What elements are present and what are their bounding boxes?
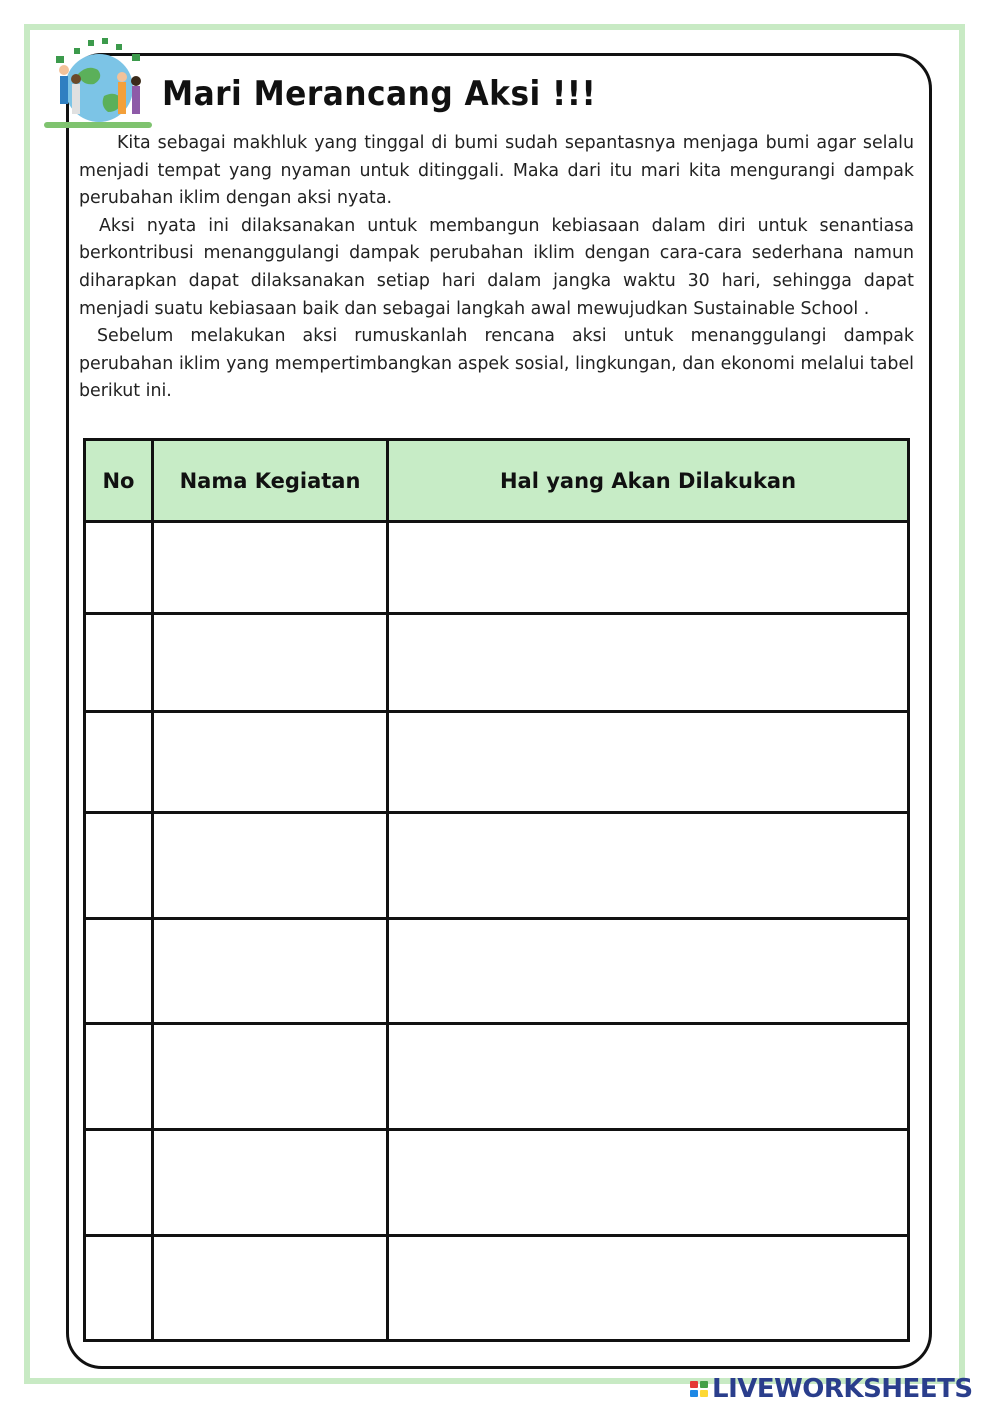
intro-paragraph: Kita sebagai makhluk yang tinggal di bumi sudah sepantasnya menjaga bumi agar selalu menjadi tempat yang nyaman untuk ditinggali. Maka dari itu mari kita mengurangi dampak perubahan iklim dengan aksi nyata. bbox=[79, 133, 914, 209]
cell-planned-actions[interactable] bbox=[388, 522, 909, 614]
cell-activity-name[interactable] bbox=[153, 712, 388, 813]
earth-people-icon bbox=[44, 36, 152, 132]
cell-planned-actions[interactable] bbox=[388, 1236, 909, 1341]
table-row bbox=[85, 813, 909, 919]
liveworksheets-watermark bbox=[690, 1374, 973, 1404]
table-row bbox=[85, 522, 909, 614]
watermark-text: LIVEWORKSHEETS bbox=[712, 1374, 973, 1404]
cell-no[interactable] bbox=[85, 712, 153, 813]
page-title: Mari Merancang Aksi !!! bbox=[162, 74, 597, 114]
table-row bbox=[85, 1130, 909, 1236]
cell-planned-actions[interactable] bbox=[388, 712, 909, 813]
cell-planned-actions[interactable] bbox=[388, 614, 909, 712]
cell-activity-name[interactable] bbox=[153, 919, 388, 1024]
liveworksheets-logo-icon bbox=[690, 1381, 708, 1397]
header-no: No bbox=[85, 440, 153, 522]
cell-planned-actions[interactable] bbox=[388, 919, 909, 1024]
intro-paragraph: Sebelum melakukan aksi rumuskanlah rencana aksi untuk menanggulangi dampak perubahan iklim yang mempertimbangkan aspek sosial, lingkungan, dan ekonomi melalui tabel berikut ini. bbox=[79, 326, 914, 402]
cell-no[interactable] bbox=[85, 1130, 153, 1236]
cell-activity-name[interactable] bbox=[153, 813, 388, 919]
cell-no[interactable] bbox=[85, 919, 153, 1024]
cell-no[interactable] bbox=[85, 1236, 153, 1341]
table-row bbox=[85, 712, 909, 813]
table-row bbox=[85, 919, 909, 1024]
cell-activity-name[interactable] bbox=[153, 614, 388, 712]
header-activity-name: Nama Kegiatan bbox=[153, 440, 388, 522]
intro-paragraph: Aksi nyata ini dilaksanakan untuk membangun kebiasaan dalam diri untuk senantiasa berkontribusi menanggulangi dampak perubahan iklim dengan cara-cara sederhana namun diharapkan dapat dilaksanakan setiap hari dalam jangka waktu 30 hari, sehingga dapat menjadi suatu kebiasaan baik dan sebagai langkah awal mewujudkan Sustainable School . bbox=[79, 215, 914, 319]
table-row bbox=[85, 1024, 909, 1130]
cell-no[interactable] bbox=[85, 813, 153, 919]
cell-planned-actions[interactable] bbox=[388, 1024, 909, 1130]
table-row bbox=[85, 614, 909, 712]
cell-no[interactable] bbox=[85, 1024, 153, 1130]
table-row bbox=[85, 1236, 909, 1341]
cell-activity-name[interactable] bbox=[153, 1236, 388, 1341]
action-plan-table bbox=[83, 438, 910, 1342]
intro-text bbox=[79, 130, 914, 406]
cell-no[interactable] bbox=[85, 522, 153, 614]
cell-planned-actions[interactable] bbox=[388, 1130, 909, 1236]
cell-planned-actions[interactable] bbox=[388, 813, 909, 919]
cell-activity-name[interactable] bbox=[153, 1024, 388, 1130]
table-header-row bbox=[85, 440, 909, 522]
cell-no[interactable] bbox=[85, 614, 153, 712]
header-planned-actions: Hal yang Akan Dilakukan bbox=[388, 440, 909, 522]
cell-activity-name[interactable] bbox=[153, 1130, 388, 1236]
cell-activity-name[interactable] bbox=[153, 522, 388, 614]
